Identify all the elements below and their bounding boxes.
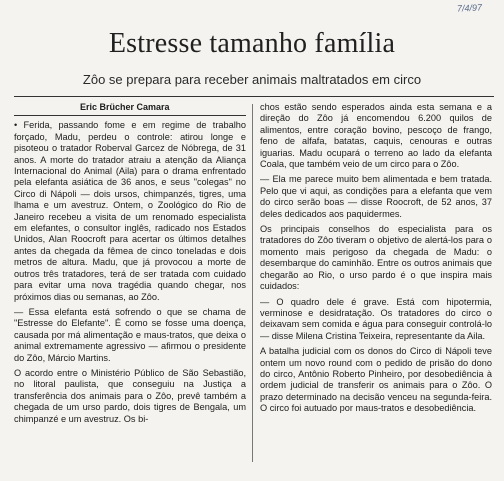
article-headline: Estresse tamanho família <box>108 28 396 59</box>
byline: Eric Brücher Camara <box>80 102 170 112</box>
column-divider <box>252 104 253 462</box>
article-column-left <box>14 102 246 429</box>
paragraph: A batalha judicial com os donos do Circo di Nápoli teve ontem um novo round com o pedido de prisão do dono do circo, Antônio Roberto Pinheiro, por desobediência à ordem judicial de transferir os animais para o Zôo. O prazo determinado na decisão venceu na segunda-feira. O circo foi autuado por maus-tratos e desobediência. <box>260 346 492 414</box>
paragraph: — Essa elefanta está sofrendo o que se chama de "Estresse do Elefante". É como se fosse uma doença, causada por má alimentação e maus-tratos, que deixa o animal extremamente agressivo — afirmou o presidente do Zôo, Márcio Martins. <box>14 306 246 363</box>
header-rule <box>14 96 494 97</box>
article-column-right <box>260 102 492 419</box>
paragraph: — O quadro dele é grave. Está com hipotermia, verminose e desidratação. Os tratadores do circo o deixavam sem comida e água para conseguir controlá-lo — disse Milena Cristina Teixeira, representante da Aila. <box>260 296 492 341</box>
article-subhead: Zôo se prepara para receber animais maltratados em circo <box>82 72 422 87</box>
paragraph: — Ela me parece muito bem alimentada e bem tratada. Pelo que vi aqui, as condições para a elefanta que vem do circo serão boas — disse Roocroft, de 52 anos, 37 deles dedicados aos paquidermes. <box>260 174 492 219</box>
paragraph: • Ferida, passando fome e em regime de trabalho forçado, Madu, perdeu o controle: atirou longe e pisoteou o tratador Roberval Garcez de Nóbrega, de 31 anos. A morte do tratador atraiu a atenção da Aliança Internacional do Animal (Aila) para o drama enfrentado pela elefanta asiática de 36 anos, e seus "colegas" no Circo di Nápoli — dois ursos, chimpanzés, tigres, uma lhama e um avestruz. Ontem, o Zoológico do Rio de Janeiro recebeu a visita de um renomado especialista em elefantes, o consultor inglês, radicado nos Estados Unidos, Alan Roocroft para acertar os últimos detalhes antes da chegada da fêmea de cinco toneladas e dois metros de altura. Madu, que já provocou a morte de outros três tratadores, terá de ser tratada com cuidado para evitar uma nova tragédia quando chegar, nos próximos dias ou semanas, ao Zôo. <box>14 120 246 302</box>
paragraph: chos estão sendo esperados ainda esta semana e a direção do Zôo já encomendou 6.200 quilos de alimentos, entre coração bovino, pescoço de frango, feno de alfafa, batatas, caquis, cenouras e outras iguarias. Madu ocupará o terreno ao lado da elefanta Coala, que também veio de um circo para o Zôo. <box>260 102 492 170</box>
paragraph: Os principais conselhos do especialista para os tratadores do Zôo tiveram o objetivo de alertá-los para o momento mais perigoso da chegada de Madu: o desembarque do caminhão. Entre os outros animais que chegarão ao Rio, o urso pardo é o que inspira mais cuidados: <box>260 224 492 292</box>
handwritten-date: 7/4/97 <box>456 2 483 14</box>
paragraph: O acordo entre o Ministério Público de São Sebastião, no litoral paulista, que conseguiu na Justiça a transferência dos animais para o Zôo, prevê também a chegada de um urso pardo, dois tigres de Bengala, um chimpanzé e um avestruz. Os bi- <box>14 367 246 424</box>
byline-rule <box>14 115 246 116</box>
